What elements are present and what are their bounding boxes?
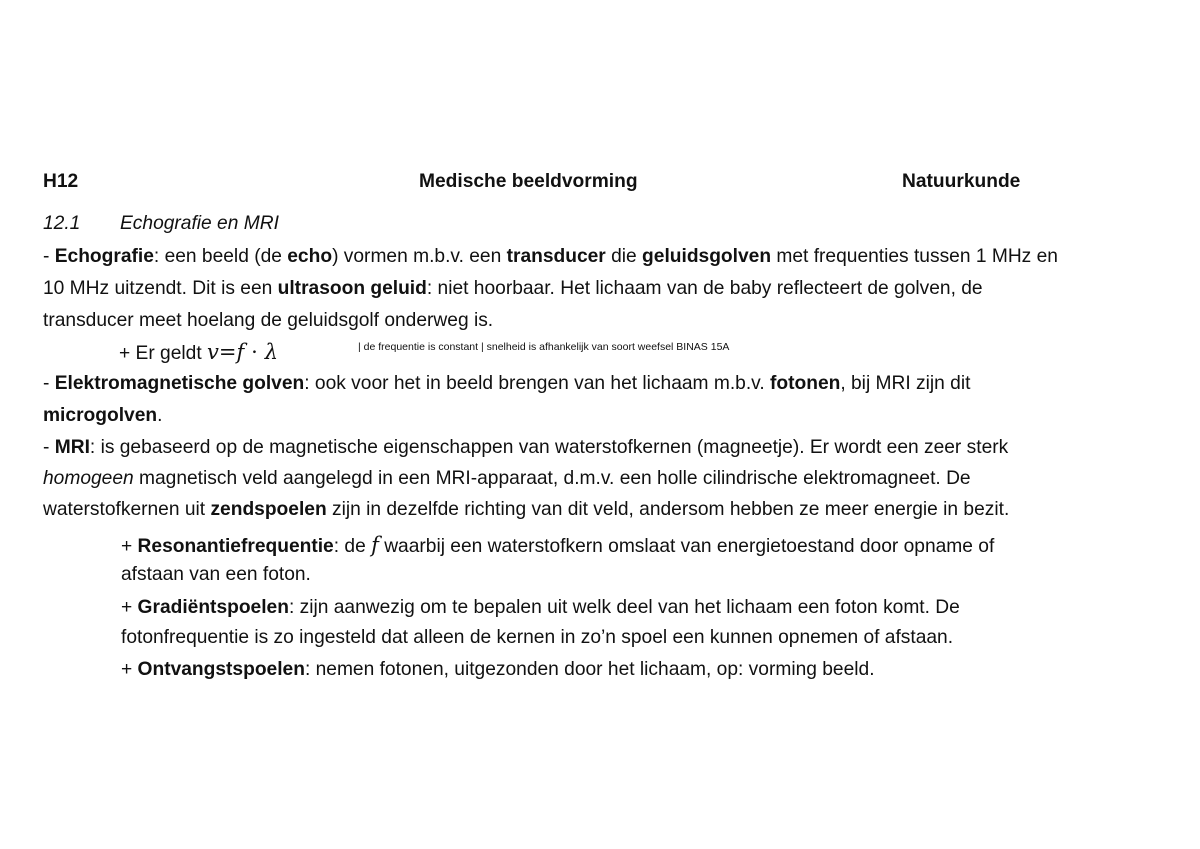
text: , bij MRI zijn dit [840,373,971,394]
bullet-gradientspoelen-line-2: fotonfrequentie is zo ingesteld dat alleen de kernen in zo’n spoel een kunnen opnemen of afstaan. [121,627,954,648]
text: 10 MHz uitzendt. Dit is een [43,278,278,299]
term-zendspoelen: zendspoelen [210,499,327,520]
subject-label: Natuurkunde [902,171,1021,192]
formula-equation: v=f ⋅ λ [207,340,279,364]
bullet-gradientspoelen [121,596,960,620]
section-number: 12.1 [43,213,81,234]
text: zijn in dezelfde richting van dit veld, andersom hebben ze meer energie in bezit. [326,499,1010,520]
term-ultrasoon-geluid: ultrasoon geluid [277,278,427,299]
text: : zijn aanwezig om te bepalen uit welk deel van het lichaam een foton komt. De [288,597,960,618]
text: ) vormen m.b.v. een [332,246,507,267]
term-ontvangstspoelen: Ontvangstspoelen [137,659,305,680]
term-fotonen: fotonen [770,373,841,394]
dash: - [43,373,55,394]
bullet-ontvangstspoelen [121,658,875,682]
term-elektromagnetische-golven: Elektromagnetische golven [54,373,305,394]
bullet-prefix: + [121,536,138,557]
formula-note: | de frequentie is constant | snelheid is afhankelijk van soort weefsel BINAS 15A [358,341,730,353]
echo-line-3: transducer meet hoelang de geluidsgolf onderweg is. [43,310,494,331]
term-echo: echo [287,246,333,267]
bullet-resonantiefrequentie [121,533,994,559]
text: . [157,405,163,426]
bullet-prefix: + [121,659,138,680]
em-line-1 [43,372,970,396]
chapter-code: H12 [43,171,79,192]
text: : ook voor het in beeld brengen van het lichaam m.b.v. [304,373,770,394]
em-line-2 [43,404,162,428]
term-gradientspoelen: Gradiëntspoelen [137,597,289,618]
term-geluidsgolven: geluidsgolven [642,246,772,267]
chapter-title: Medische beeldvorming [419,171,638,192]
formula-line [119,340,278,366]
text: waterstofkernen uit [43,499,211,520]
mri-line-3 [43,498,1009,522]
term-echografie: Echografie [54,246,154,267]
dash: - [43,246,55,267]
text: met frequenties tussen 1 MHz en [771,246,1058,267]
echo-line-2 [43,277,983,301]
term-homogeen: homogeen [43,468,134,489]
term-mri: MRI [54,437,90,458]
term-transducer: transducer [506,246,606,267]
formula-prefix: + Er geldt [119,343,207,364]
text: die [605,246,643,267]
bullet-resonantiefrequentie-line-2: afstaan van een foton. [121,564,311,585]
bullet-prefix: + [121,597,138,618]
term-resonantiefrequentie: Resonantiefrequentie [137,536,334,557]
text: waarbij een waterstofkern omslaat van energietoestand door opname of [378,536,995,557]
text: : de [333,536,372,557]
mri-line-2 [43,467,971,491]
echo-line-1 [43,245,1058,269]
text: : niet hoorbaar. Het lichaam van de baby reflecteert de golven, de [426,278,983,299]
term-microgolven: microgolven [43,405,158,426]
dash: - [43,437,55,458]
text: magnetisch veld aangelegd in een MRI-apparaat, d.m.v. een holle cilindrische elektromagneet. De [133,468,971,489]
mri-line-1 [43,436,1008,460]
symbol-f: f [371,533,379,557]
text: : is gebaseerd op de magnetische eigenschappen van waterstofkernen (magneetje). Er wordt een zeer sterk [89,437,1009,458]
section-title: Echografie en MRI [120,213,279,234]
section-heading [43,212,279,236]
text: : een beeld (de [153,246,288,267]
text: : nemen fotonen, uitgezonden door het lichaam, op: vorming beeld. [304,659,875,680]
